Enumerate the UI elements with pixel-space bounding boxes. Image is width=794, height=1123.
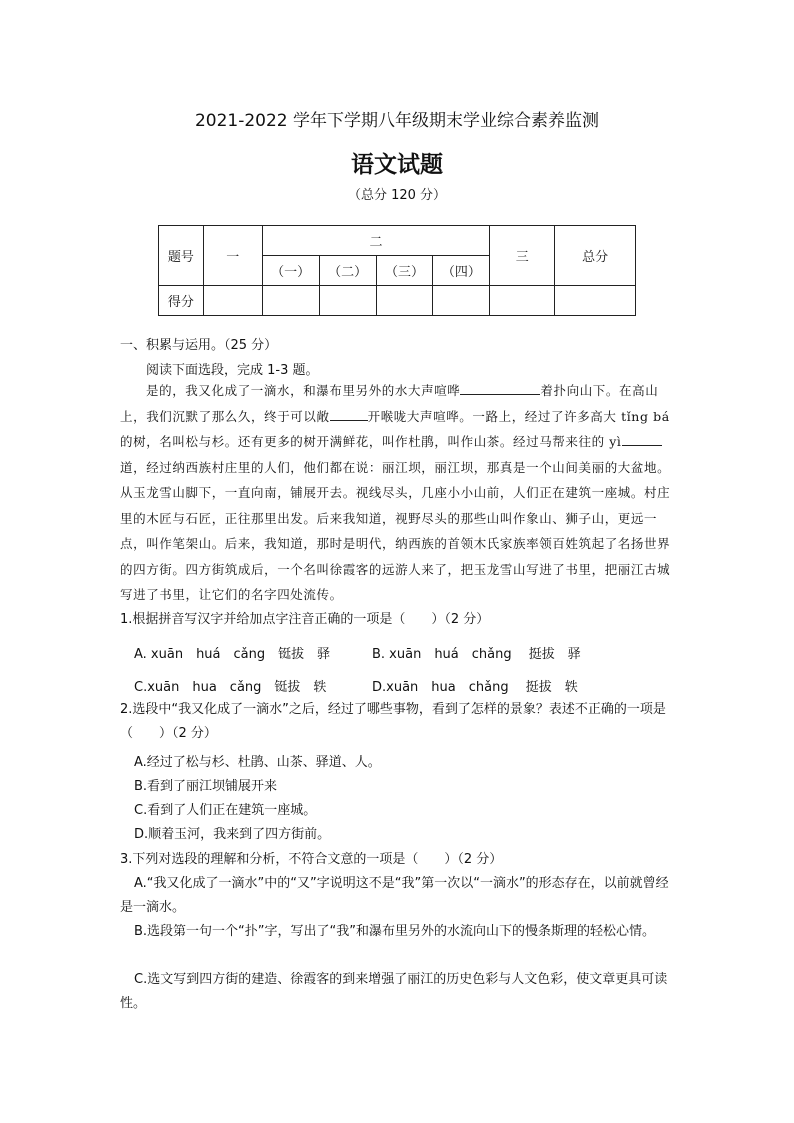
section-intro: 阅读下面选段，完成 1-3 题。 (146, 363, 319, 378)
col-total: 总分 (555, 226, 636, 286)
score-cell (376, 286, 433, 316)
q2-stem: 2.选段中“我又化成了一滴水”之后，经过了哪些事物，看到了怎样的景象？表述不正确的一项是（ ）（2 分） (120, 702, 666, 741)
section-heading: 一、积累与运用。（25 分） (120, 338, 278, 353)
q2-option-b: B.看到了丽江坝铺展开来 (134, 779, 278, 794)
total-score: （总分 120 分） (347, 188, 447, 203)
col-3: 三 (490, 226, 555, 286)
blank-3 (622, 445, 662, 446)
reading-passage (120, 378, 676, 608)
label-score: 得分 (159, 286, 204, 316)
score-cell (319, 286, 376, 316)
sub-col-2: （二） (319, 256, 376, 286)
exam-title: 2021-2022 学年下学期八年级期末学业综合素养监测 (194, 111, 600, 131)
passage-part-4: 道，经过纳西族村庄里的人们，他们都在说：丽江坝，丽江坝，那真是一个山间美丽的大盆地。从玉龙雪山脚下，一直向南，铺展开去。视线尽头，几座小小山前，人们正在建筑一座城。村庄里的木匠与石匠，正往那里出发。后来我知道，视野尽头的那些山叫作象山、狮子山，更远一点，叫作笔架山。后来，我知道，那时是明代，纳西族的首领木氏家族率领百姓筑起了名扬世界的四方街。四方街筑成后，一个名叫徐霞客的远游人来了，把玉龙雪山写进了书里，把丽江古城写进了书里，让它们的名字四处流传。 (120, 459, 671, 602)
q3-stem: 3.下列对选段的理解和分析，不符合文意的一项是（ ）（2 分） (120, 852, 503, 867)
q1-option-b: B. xuān huá chǎng 挺拔 驿 (372, 647, 581, 662)
q3-option-c: C.选文写到四方街的建造、徐霞客的到来增强了丽江的历史色彩与人文色彩，使文章更具可读性。 (120, 972, 668, 1011)
label-question: 题号 (159, 226, 204, 286)
q1-option-a: A. xuān huá cǎng 铤拔 驿 (134, 647, 331, 662)
score-cell (433, 286, 490, 316)
passage-part-1: 是的，我又化成了一滴水，和瀑布里另外的水大声喧哗 (146, 383, 461, 398)
passage-part-2: 着扑向山下。在高山上，我们沉默了那么久，终于可以敞 (120, 383, 659, 424)
q2-option-a: A.经过了松与杉、杜鹃、山茶、驿道、人。 (134, 755, 381, 770)
blank-1 (460, 394, 540, 395)
subject-title: 语文试题 (351, 152, 443, 178)
score-cell (203, 286, 262, 316)
blank-2 (330, 420, 368, 421)
q2-option-c: C.看到了人们正在建筑一座城。 (134, 803, 317, 818)
score-table (158, 225, 636, 316)
sub-col-4: （四） (433, 256, 490, 286)
score-cell (555, 286, 636, 316)
q3-option-b: B.选段第一句一个“扑”字，写出了“我”和瀑布里另外的水流向山下的慢条斯理的轻松心情。 (134, 924, 655, 939)
col-1: 一 (203, 226, 262, 286)
sub-col-3: （三） (376, 256, 433, 286)
q2-option-d: D.顺着玉河，我来到了四方街前。 (134, 827, 331, 842)
col-2: 二 (262, 226, 490, 256)
passage-part-3: 开喉咙大声喧哗。一路上，经过了许多高大 tǐng bá的树，名叫松与杉。还有更多的树开满鲜花，叫作杜鹃，叫作山茶。经过马帮来往的 yì (120, 408, 670, 449)
q1-option-d: D.xuān hua chǎng 挺拔 轶 (372, 680, 578, 695)
score-cell (262, 286, 319, 316)
score-cell (490, 286, 555, 316)
q1-stem: 1.根据拼音写汉字并给加点字注音正确的一项是（ ）（2 分） (120, 612, 490, 627)
q3-option-a: A.“我又化成了一滴水”中的“又”字说明这不是“我”第一次以“一滴水”的形态存在，以前就曾经是一滴水。 (120, 876, 669, 915)
q1-option-c: C.xuān hua cǎng 铤拔 轶 (134, 680, 327, 695)
sub-col-1: （一） (262, 256, 319, 286)
